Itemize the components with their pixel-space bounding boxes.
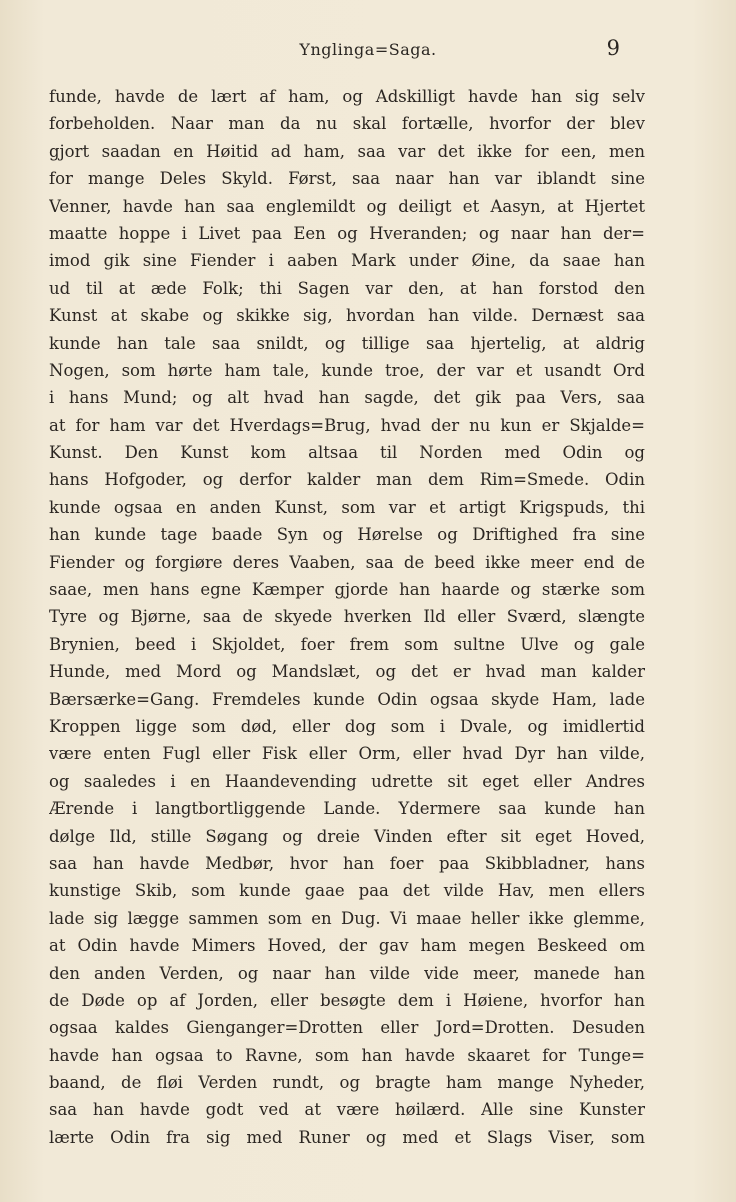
text-line: Nogen, som hørte ham tale, kunde troe, der var et usandt Ord [49, 360, 645, 380]
running-head [0, 36, 736, 66]
text-line: lærte Odin fra sig med Runer og med et Slags Viser, som [49, 1127, 645, 1147]
text-line: Kunst. Den Kunst kom altsaa til Norden med Odin og [49, 443, 645, 463]
text-line: den anden Verden, og naar han vilde vide meer, manede han [49, 963, 645, 983]
text-line: Tyre og Bjørne, saa de skyede hverken Ild eller Sværd, slængte [49, 607, 645, 627]
text-line: kunde ogsaa en anden Kunst, som var et artigt Krigspuds, thi [49, 497, 645, 517]
text-line: i hans Mund; og alt hvad han sagde, det gik paa Vers, saa [49, 388, 645, 408]
page-number: 9 [606, 36, 620, 60]
text-line: funde, havde de lært af ham, og Adskilligt havde han sig selv [49, 87, 645, 106]
text-line: de Døde op af Jorden, eller besøgte dem i Høiene, hvorfor han [49, 990, 645, 1010]
text-line: han kunde tage baade Syn og Hørelse og Driftighed fra sine [49, 525, 645, 545]
text-line: saa han havde godt ved at være høilærd. Alle sine Kunster [49, 1100, 645, 1120]
text-line: Ærende i langtbortliggende Lande. Ydermere saa kunde han [49, 799, 645, 819]
text-line: Bærsærke=Gang. Fremdeles kunde Odin ogsaa skyde Ham, lade [49, 689, 645, 709]
text-line: Venner, havde han saa englemildt og deiligt et Aasyn, at Hjertet [49, 196, 645, 216]
text-line: at for ham var det Hverdags=Brug, hvad der nu kun er Skjalde= [49, 415, 645, 435]
text-line: hans Hofgoder, og derfor kalder man dem Rim=Smede. Odin [49, 470, 645, 490]
text-line: kunstige Skib, som kunde gaae paa det vilde Hav, men ellers [49, 881, 645, 901]
text-line: Kroppen ligge som død, eller dog som i Dvale, og imidlertid [49, 716, 645, 736]
text-line: forbeholden. Naar man da nu skal fortælle, hvorfor der blev [49, 114, 645, 134]
text-line: maatte hoppe i Livet paa Een og Hveranden; og naar han der= [49, 223, 645, 243]
text-line: for mange Deles Skyld. Først, saa naar han var iblandt sine [49, 169, 645, 189]
text-line: Kunst at skabe og skikke sig, hvordan han vilde. Dernæst saa [49, 306, 645, 326]
text-line: kunde han tale saa snildt, og tillige saa hjertelig, at aldrig [49, 333, 645, 353]
body-text [49, 83, 645, 1151]
text-line: ogsaa kaldes Gienganger=Drotten eller Jord=Drotten. Desuden [49, 1018, 645, 1038]
text-line: saa han havde Medbør, hvor han foer paa Skibbladner, hans [49, 853, 645, 873]
text-line: saae, men hans egne Kæmper gjorde han haarde og stærke som [49, 580, 645, 600]
text-line: Fiender og forgiøre deres Vaaben, saa de beed ikke meer end de [49, 552, 645, 572]
text-line: gjort saadan en Høitid ad ham, saa var det ikke for een, men [49, 141, 645, 161]
text-line: Brynien, beed i Skjoldet, foer frem som sultne Ulve og gale [49, 634, 645, 654]
text-line: være enten Fugl eller Fisk eller Orm, eller hvad Dyr han vilde, [49, 744, 645, 764]
text-line: dølge Ild, stille Søgang og dreie Vinden efter sit eget Hoved, [49, 826, 645, 846]
text-line: ud til at æde Folk; thi Sagen var den, at han forstod den [49, 278, 645, 298]
text-line: imod gik sine Fiender i aaben Mark under Øine, da saae han [49, 251, 645, 271]
text-line: lade sig lægge sammen som en Dug. Vi maae heller ikke glemme, [49, 908, 645, 928]
running-title: Ynglinga=Saga. [299, 40, 437, 59]
text-line: havde han ogsaa to Ravne, som han havde skaaret for Tunge= [49, 1045, 645, 1065]
text-line: Hunde, med Mord og Mandslæt, og det er hvad man kalder [49, 662, 645, 682]
text-line: og saaledes i en Haandevending udrette sit eget eller Andres [49, 771, 645, 791]
text-line: at Odin havde Mimers Hoved, der gav ham megen Beskeed om [49, 936, 645, 956]
text-line: baand, de fløi Verden rundt, og bragte ham mange Nyheder, [49, 1073, 645, 1093]
